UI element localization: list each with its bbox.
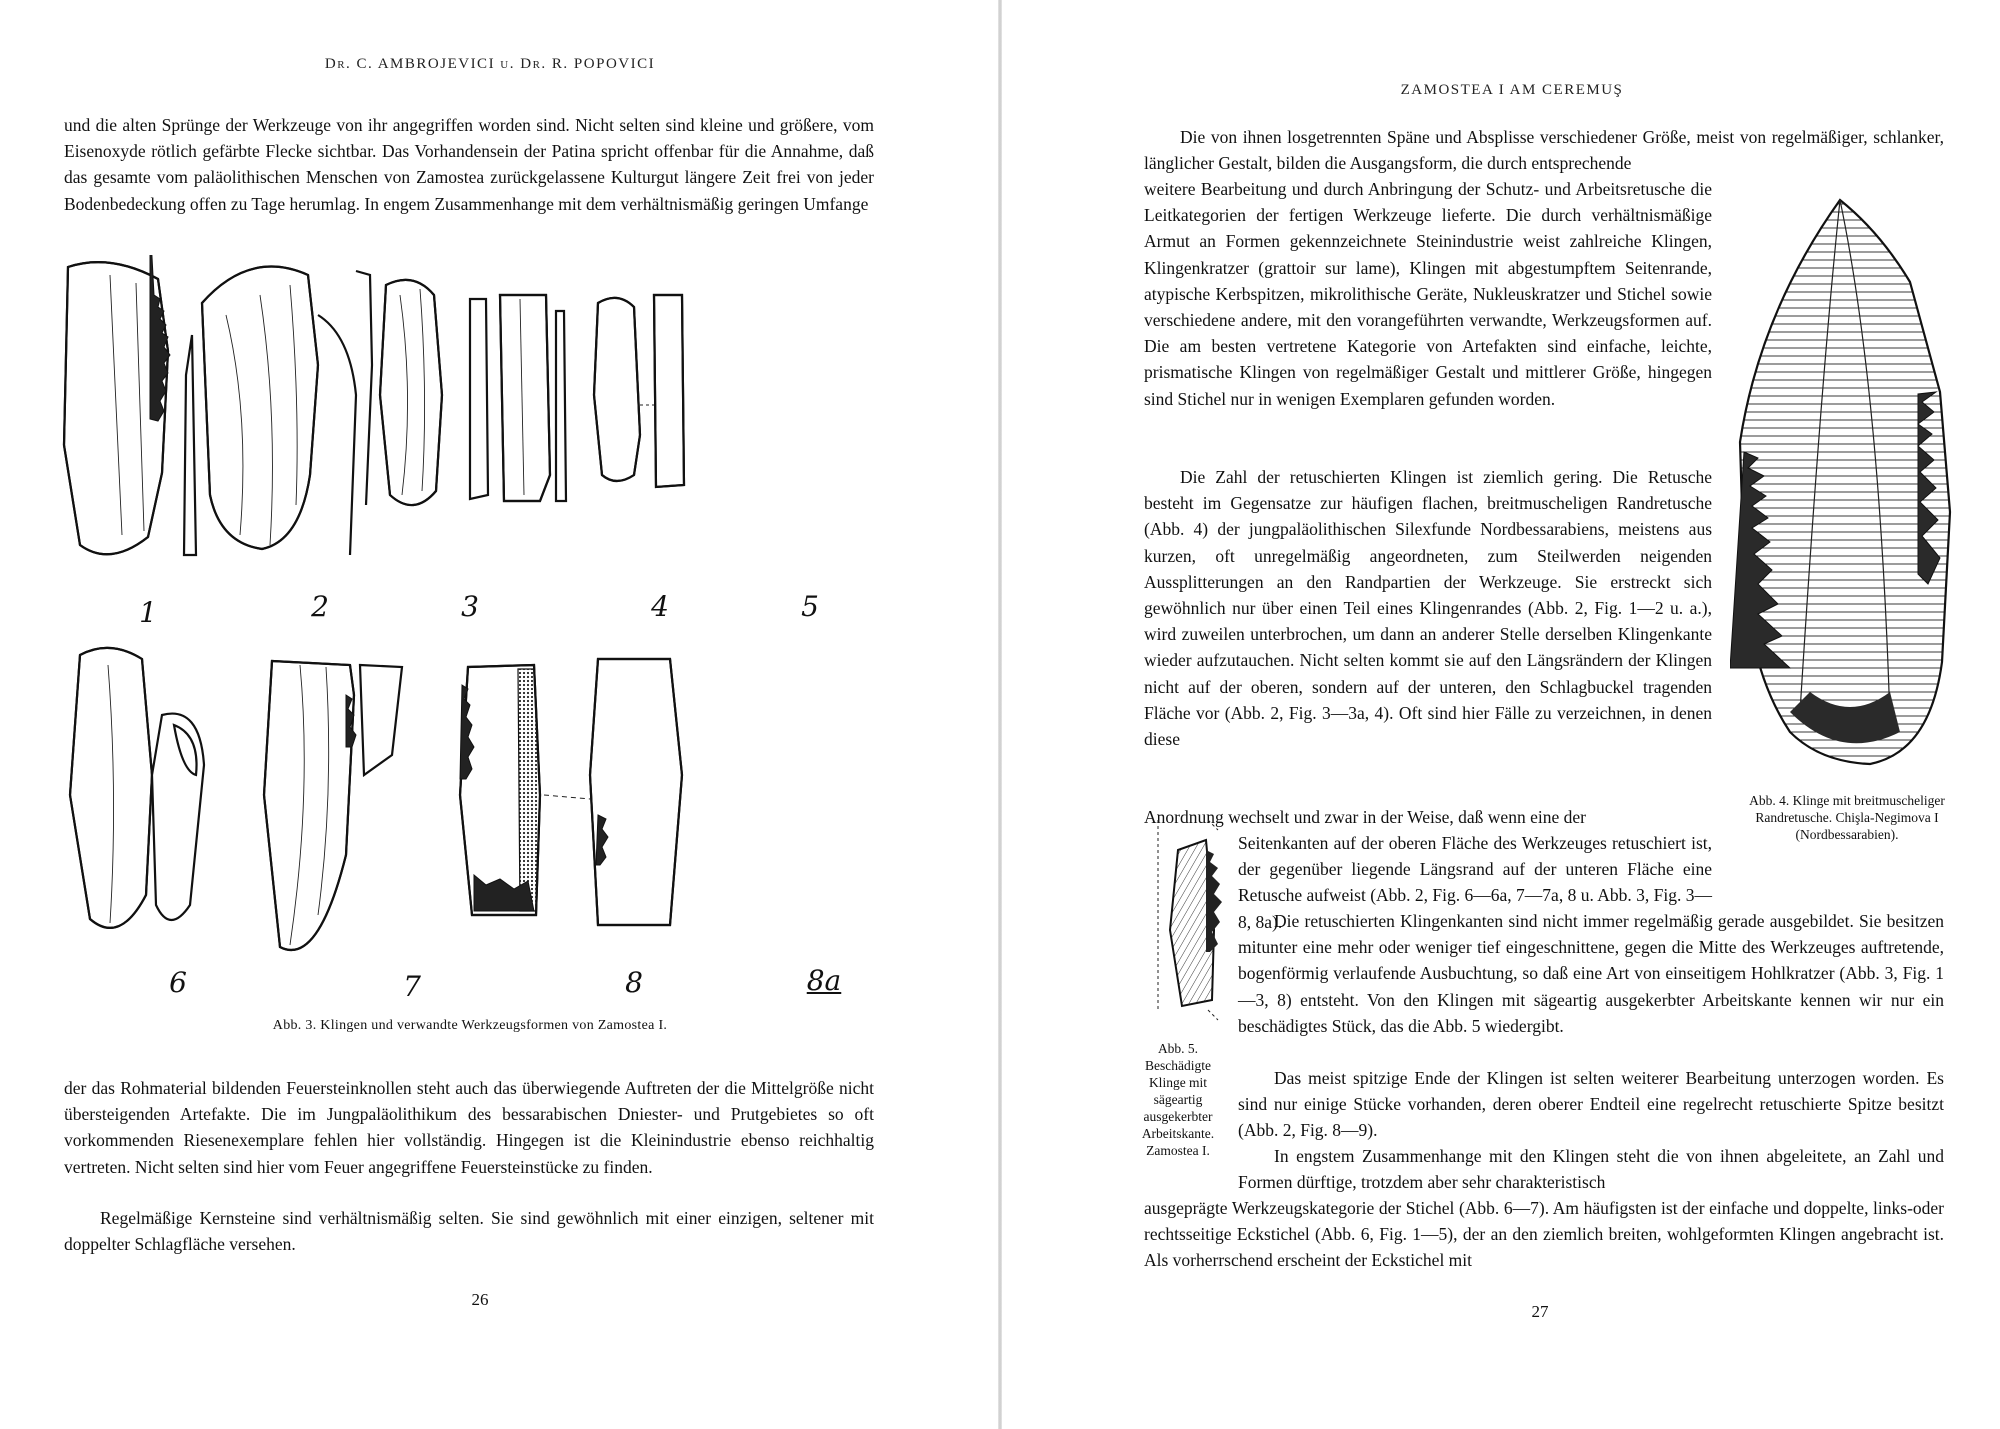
figure-label-1: 1 bbox=[139, 596, 157, 629]
figure-label-2: 2 bbox=[311, 590, 329, 623]
figure-label-5: 5 bbox=[801, 590, 819, 623]
artifact-5 bbox=[594, 295, 684, 487]
right-paragraph-2-mid: Anordnung wechselt und zwar in der Weise, daß wenn eine der bbox=[1144, 807, 1586, 827]
figure-label-8: 8 bbox=[625, 966, 643, 999]
artifact-8a bbox=[590, 659, 682, 925]
right-paragraph-1-narrow: weitere Bearbeitung und durch Anbringung der Schutz- und Arbeitsretusche die Leitkategorien der fertigen Werkzeuge lieferte. Die durch verhältnismäßige Armut an Formen gekennzeichnete Steinindustrie weist zahlreiche Klingen, Klingenkratzer (grattoir sur lame), Klingen mit abgestumpftem Seitenrande, atypische Kerbspitzen, mikrolithische Geräte, Nukleuskratzer und Stichel sowie verschiedene andere, mit den vorangeführten verwandte, Werkzeugsformen auf. Die am besten vertretene Kategorie von Artefakten sind einfache, leichte, prismatische Klingen von regelmäßiger Gestalt und mittlerer Größe, hingegen sind Stichel nur in wenigen Exemplaren gefunden worden. bbox=[1144, 179, 1712, 409]
right-paragraph-5-full: ausgeprägte Werkzeugskategorie der Stichel (Abb. 6—7). Am häufigsten ist der einfache und doppelte, links-oder rechtsseitige Eckstichel (Abb. 6, Fig. 1—5), der an den ziemlich breiten, wohlgeformten Klingen angebracht ist. Als vorherrschend erscheint der Eckstichel mit bbox=[1144, 1198, 1944, 1271]
figure-label-7: 7 bbox=[403, 970, 421, 1003]
artifact-8 bbox=[460, 665, 590, 915]
figure-label-6: 6 bbox=[169, 966, 187, 999]
figure-5-caption: Abb. 5. Beschädigte Klinge mit sägeartig ausgekerbter Arbeitskante. Zamostea I. bbox=[1141, 1041, 1215, 1158]
artifact-4 bbox=[470, 295, 566, 501]
right-paragraph-2: Die Zahl der retuschierten Klingen ist ziemlich gering. Die Retusche besteht im Gegensatze zur häufigen flachen, breitmuscheligen Randretusche (Abb. 4) der jungpaläolithischen Silexfunde Nordbessarabiens, meistens aus kurzen, oft unregelmäßig angeordneten, zum Steilwerden neigenden Aussplitterungen an den Randpartien der Werkzeuge. Sie erstreckt sich gewöhnlich nur über einen Teil eines Klingenrandes (Abb. 2, Fig. 1—2 u. a.), wird zuweilen unterbrochen, um dann an anderer Stelle derselben Klingenkante wieder aufzutauchen. Nicht selten kommt sie auf den Längsrändern der Klingen nicht auf der oberen, sondern auf der unteren, den Schlagbuckel tragenden Fläche vor (Abb. 2, Fig. 3—3a, 4). Oft sind hier Fälle zu verzeichnen, in denen diese bbox=[1144, 467, 1712, 750]
artifact-3 bbox=[356, 271, 442, 505]
left-page bbox=[0, 0, 998, 1429]
left-paragraph-bottom-2: Regelmäßige Kernsteine sind verhältnismäßig selten. Sie sind gewöhnlich mit einer einzigen, seltener mit doppelter Schlagfläche versehen. bbox=[64, 1208, 874, 1255]
artifact-6 bbox=[70, 648, 204, 928]
artifact-1 bbox=[64, 255, 196, 555]
left-page-number: 26 bbox=[471, 1290, 489, 1309]
artifact-7 bbox=[264, 661, 402, 950]
right-paragraph-4: Das meist spitzige Ende der Klingen ist selten weiterer Bearbeitung unterzogen worden. Es sind nur einige Stücke vorhanden, deren oberer Endteil eine regelrecht retuschierte Spitze besitzt (Abb. 2, Fig. 8—9). bbox=[1238, 1068, 1944, 1141]
left-running-head: Dr. C. AMBROJEVICI u. Dr. R. POPOVICI bbox=[324, 56, 656, 72]
figure-label-4: 4 bbox=[651, 590, 669, 623]
artifact-2 bbox=[202, 267, 356, 555]
right-page bbox=[1002, 0, 2000, 1429]
figure-abb-4 bbox=[1730, 192, 1960, 772]
right-running-head: ZAMOSTEA I AM CEREMUŞ bbox=[1400, 82, 1624, 98]
figure-3-caption: Abb. 3. Klingen und verwandte Werkzeugsformen von Zamostea I. bbox=[272, 1018, 668, 1033]
figure-label-8a: 8a bbox=[806, 964, 842, 997]
left-paragraph-bottom-1: der das Rohmaterial bildenden Feuersteinknollen steht auch das überwiegende Auftreten der die Mittelgröße nicht übersteigenden Artefakte. Die im Jungpaläolithikum des bessarabischen Dniester- und Prutgebietes so oft vorkommenden Riesenexemplare fehlen hier vollständig. Hingegen ist die Kleinindustrie ebenso reichhaltig vertreten. Nicht selten sind hier vom Feuer angegriffene Feuersteinstücke zu finden. bbox=[64, 1078, 874, 1177]
right-paragraph-1-full: Die von ihnen losgetrennten Späne und Absplisse verschiedener Größe, meist von regelmäßiger, schlanker, länglicher Gestalt, bilden die Ausgangsform, die durch entsprechende bbox=[1144, 127, 1944, 174]
right-paragraph-3: Die retuschierten Klingenkanten sind nicht immer regelmäßig gerade ausgebildet. Sie besitzen mitunter eine mehr oder weniger tief eingeschnittene, gegen die Mitte des Werkzeuges auftretende, bogenförmig verlaufende Ausbuchtung, so daß eine Art von einseitigem Hohlkratzer (Abb. 3, Fig. 1—3, 8) entsteht. Von den Klingen mit sägeartig ausgekerbter Arbeitskante kennen wir nur ein beschädigtes Stück, das die Abb. 5 wiedergibt. bbox=[1238, 911, 1944, 1036]
left-paragraph-top: und die alten Sprünge der Werkzeuge von ihr angegriffen worden sind. Nicht selten sind kleine und größere, vom Eisenoxyde rötlich gefärbte Flecke sichtbar. Das Vorhandensein der Patina spricht offenbar für die Annahme, daß das gesamte vom paläolithischen Menschen von Zamostea zurückgelassene Kulturgut längere Zeit frei von jeder Bodenbedeckung offen zu Tage herumlag. In engem Zusammenhange mit dem verhältnismäßig geringen Umfange bbox=[64, 115, 874, 214]
figure-abb-5 bbox=[1148, 810, 1228, 1030]
figure-label-3: 3 bbox=[461, 590, 479, 623]
figure-4-caption: Abb. 4. Klinge mit breitmuscheliger Randretusche. Chişla-Negimova I (Nordbessarabien). bbox=[1749, 793, 1945, 842]
right-paragraph-2-narrow: Seitenkanten auf der oberen Fläche des Werkzeuges retuschiert ist, der gegenüber liegende Längsrand auf der unteren Fläche eine Retusche aufweist (Abb. 2, Fig. 6—6a, 7—7a, 8 u. Abb. 3, Fig. 3—8, 8a). bbox=[1238, 833, 1712, 932]
right-page-number: 27 bbox=[1531, 1302, 1549, 1321]
right-paragraph-5-narrow: In engstem Zusammenhange mit den Klingen steht die von ihnen abgeleitete, an Zahl und Formen dürftige, trotzdem aber sehr charakteristisch bbox=[1238, 1146, 1944, 1193]
